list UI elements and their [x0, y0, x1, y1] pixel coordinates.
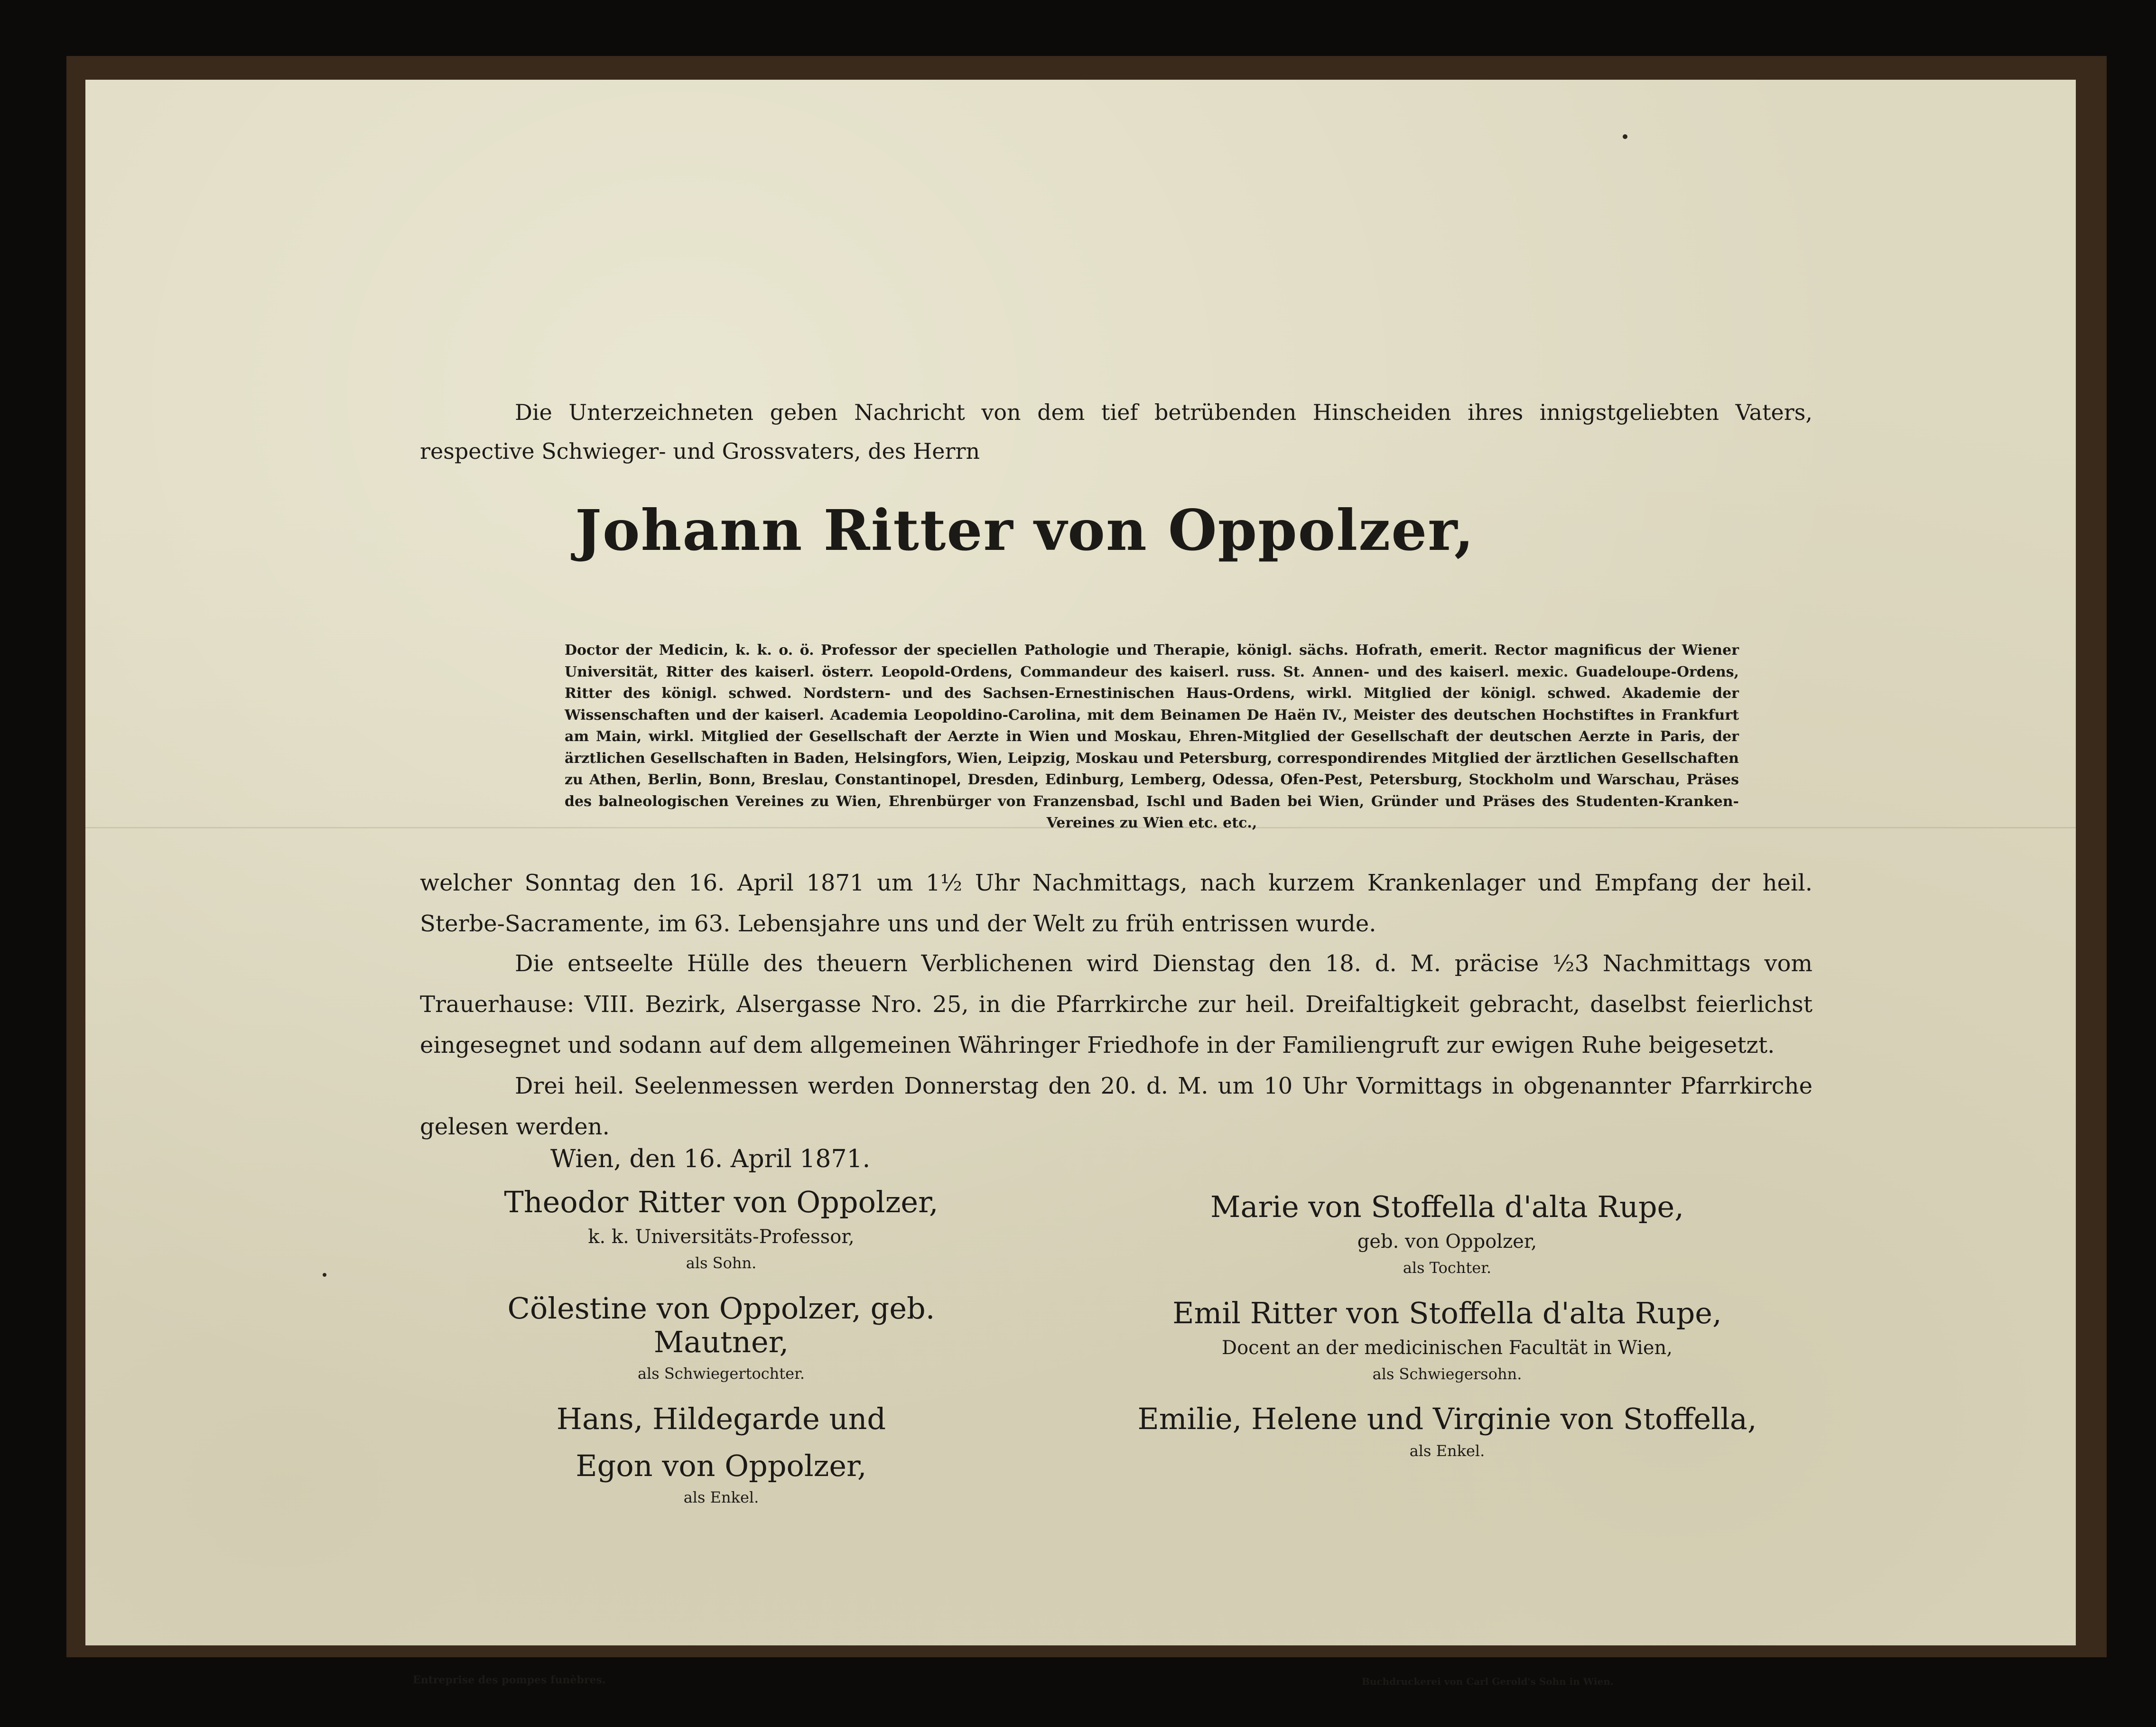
signer: [484, 1291, 958, 1383]
signer-relation: als Tochter.: [1403, 1259, 1492, 1277]
dateline: Wien, den 16. April 1871.: [550, 1145, 871, 1173]
signer-name: Theodor Ritter von Oppolzer,: [504, 1185, 939, 1219]
signer-title: geb. von Oppolzer,: [1357, 1231, 1537, 1253]
deceased-titles: Doctor der Medicin, k. k. o. ö. Professor der speciellen Pathologie und Therapie, königl. sächs. Hofrath, emerit. Rector magnificus der Wiener Universität, Ritter des kaiserl. österr. Leopold-Ordens, Commandeur des kaiserl. russ. St. Annen- und des kaiserl. mexic. Guadeloupe-Ordens, Ritter des königl. schwed. Nordstern- und des Sachsen-Ernestinischen Haus-Ordens, wirkl. Mitglied der königl. schwed. Akademie der Wissenschaften und der kaiserl. Academia Leopoldino-Carolina, mit dem Beinamen De Haën IV., Meister des deutschen Hochstiftes in Frankfurt am Main, wirkl. Mitglied der Gesellschaft der Aerzte in Wien und Moskau, Ehren-Mitglied der Gesellschaft der deutschen Aerzte in Paris, der ärztlichen Gesellschaften in Baden, Helsingfors, Wien, Leipzig, Moskau und Petersburg, correspondirendes Mitglied der ärztlichen Gesellschaften zu Athen, Berlin, Bonn, Breslau, Constantinopel, Dresden, Edinburg, Lemberg, Odessa, Ofen-Pest, Petersburg, Stockholm und Warschau, Präses des balneologischen Vereines zu Wien, Ehrenbürger von Franzensbad, Ischl und Baden bei Wien, Gründer und Präses des Studenten-Kranken-Vereines zu Wien etc. etc.,: [565, 642, 1739, 831]
intro-paragraph: Die Unterzeichneten geben Nachricht von dem tief betrübenden Hinscheiden ihres innigstgeliebten Vaters, respective Schwieger- und Grossvaters, des Herrn: [420, 399, 1812, 464]
signer: [1115, 1402, 1779, 1460]
death-notice-sheet: [85, 80, 2076, 1687]
signer-relation: als Enkel.: [683, 1488, 759, 1507]
deceased-name: Johann Ritter von Oppolzer,: [575, 497, 1475, 563]
signer-name: Hans, Hildegarde und: [556, 1401, 886, 1436]
signer-relation: als Sohn.: [686, 1254, 757, 1272]
signers-right: [1115, 1190, 1779, 1479]
signer-relation: als Enkel.: [1409, 1441, 1485, 1460]
printer-imprint: Buchdruckerei von Carl Gerold's Sohn in Wien.: [1362, 1676, 1614, 1687]
funeral-paragraph: Die entseelte Hülle des theuern Verblichenen wird Dienstag den 18. d. M. präcise ½3 Nachmittags vom Trauerhause: VIII. Bezirk, Alsergasse Nro. 25, in die Pfarrkirche zur heil. Dreifaltigkeit gebracht, daselbst feierlichst eingesegnet und sodann auf dem allgemeinen Währinger Friedhofe in der Familiengruft zur ewigen Ruhe beigesetzt.: [420, 950, 1812, 1058]
signer: [484, 1185, 958, 1272]
signer-title: k. k. Universitäts-Professor,: [588, 1226, 855, 1248]
death-paragraph: welcher Sonntag den 16. April 1871 um 1½ Uhr Nachmittags, nach kurzem Krankenlager und Empfang der heil. Sterbe-Sacramente, im 63. Lebensjahre uns und der Welt zu früh entrissen wurde.: [420, 870, 1812, 937]
signer-name: Egon von Oppolzer,: [576, 1448, 867, 1483]
paper-speck: [1623, 134, 1627, 139]
signer-name: Marie von Stoffella d'alta Rupe,: [1210, 1189, 1684, 1224]
undertaker-imprint: Entreprise des pompes funèbres.: [413, 1674, 606, 1686]
signer: [484, 1449, 958, 1507]
signer: [1115, 1190, 1779, 1277]
signer-title: Docent an der medicinischen Facultät in Wien,: [1222, 1337, 1673, 1359]
masses-paragraph: Drei heil. Seelenmessen werden Donnerstag den 20. d. M. um 10 Uhr Vormittags in obgenannter Pfarrkirche gelesen werden.: [420, 1073, 1812, 1140]
paper-speck: [323, 1273, 326, 1277]
signer: [1115, 1296, 1779, 1383]
signer-relation: als Schwiegertochter.: [637, 1365, 805, 1383]
signers-left: [484, 1185, 958, 1526]
signer-name: Emil Ritter von Stoffella d'alta Rupe,: [1172, 1295, 1722, 1330]
signer-relation: als Schwiegersohn.: [1372, 1365, 1522, 1383]
signer-name: Emilie, Helene und Virginie von Stoffella,: [1137, 1402, 1757, 1437]
signer-name: Cölestine von Oppolzer, geb. Mautner,: [507, 1291, 935, 1359]
signer: [484, 1402, 958, 1436]
